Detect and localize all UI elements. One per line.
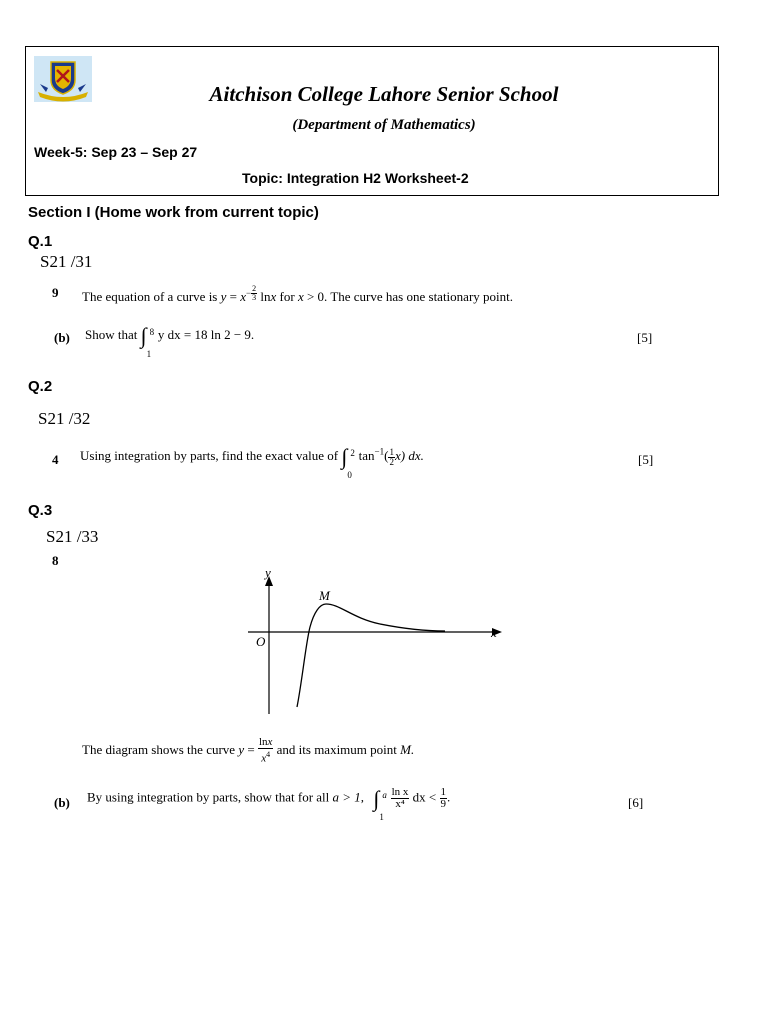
x-axis-label: x (491, 625, 497, 640)
inverse-exponent: −1 (374, 446, 385, 457)
origin-label: O (256, 634, 266, 649)
integral-upper-limit: 2 (350, 448, 355, 458)
maximum-point-name: M. (400, 741, 415, 757)
question-1-part-b (85, 323, 255, 359)
worksheet-topic: Topic: Integration H2 Worksheet-2 (242, 170, 469, 186)
section-title: Section I (Home work from current topic) (28, 204, 319, 221)
tan-function: tan (358, 447, 375, 463)
curve-diagram (240, 562, 510, 722)
curve-equation: $y = x^{- \frac{2}{3}}$ lnx (220, 284, 277, 304)
question-1-stem (82, 285, 513, 305)
question-2-paper-code: S21 /32 (38, 409, 91, 428)
bound-fraction: $\frac{1}{9}$ (440, 786, 446, 810)
question-3-part-b: By using integration by parts, show that for all a > 1, ∫ a 1 $\frac{\text{ln x}}{\text{x⁴}}$ dx < $\frac{1}{9}$ . (87, 787, 450, 810)
school-name: Aitchison College Lahore Senior School (209, 82, 559, 106)
question-3-paper-code: S21 /33 (46, 527, 99, 546)
question-3-number: 8 (52, 553, 59, 568)
integral-lower-limit: 0 (347, 470, 352, 480)
question-3-part-text: By using integration by parts, show that for all (87, 789, 330, 805)
question-1-stem-start: The equation of a curve is (82, 288, 218, 304)
question-2-text (80, 444, 424, 480)
y-axis-label: y (265, 565, 271, 580)
diagram-description (82, 737, 414, 765)
fraction-denominator: x⁴ (395, 798, 405, 810)
question-1-paper-code: S21 /31 (40, 252, 93, 271)
integral-sign: ∫ 8 1 (141, 325, 147, 347)
question-2-number: 4 (52, 452, 59, 467)
integral-upper-limit: 8 (149, 327, 155, 337)
question-3-marks: [6] (628, 795, 644, 810)
department-name: (Department of Mathematics) (292, 117, 476, 133)
fraction-numerator: ln x (391, 786, 409, 798)
integral-sign: ∫ a 1 (373, 788, 379, 810)
diagram-text-end: and its maximum point (276, 741, 397, 757)
integral-sign: ∫ 2 0 (341, 446, 347, 468)
inequality-text: dx < (412, 789, 437, 805)
question-2-label: Q.2 (28, 378, 53, 395)
domain-condition: x > 0. (297, 288, 328, 304)
question-1-label: Q.1 (28, 233, 53, 250)
question-2-instruction: Using integration by parts, find the exact value of (80, 447, 339, 463)
question-1-stem-for: for (279, 288, 295, 304)
integrand: $\tan^{-1}$( $\frac{1}{2}$ x) dx. (358, 446, 424, 467)
week-dates: Week-5: Sep 23 – Sep 27 (34, 144, 198, 160)
integral-result: y dx = 18 ln 2 − 9. (157, 326, 255, 342)
question-1-part-label: (b) (54, 330, 70, 345)
question-2-marks: [5] (638, 452, 654, 467)
maximum-point-label: M (319, 588, 330, 603)
integral-lower-limit: 1 (146, 349, 152, 359)
integral-lower-limit: 1 (379, 811, 384, 822)
question-1-marks: [5] (637, 330, 653, 345)
curve-equation: y = $\frac{\ln x}{x^4}$ (238, 736, 273, 765)
question-3-label: Q.3 (28, 502, 53, 519)
question-1-part-text: Show that (85, 326, 138, 342)
curve-line (297, 604, 445, 707)
diagram-text-start: The diagram shows the curve (82, 741, 236, 757)
integrand-tail: x) dx. (394, 447, 424, 463)
question-1-number: 9 (52, 285, 59, 300)
integrand-fraction (391, 787, 410, 810)
integral-upper-limit: a (382, 789, 387, 800)
question-3-part-label: (b) (54, 795, 70, 810)
condition: a > 1, (332, 789, 365, 805)
question-1-stem-end: The curve has one stationary point. (330, 288, 513, 304)
